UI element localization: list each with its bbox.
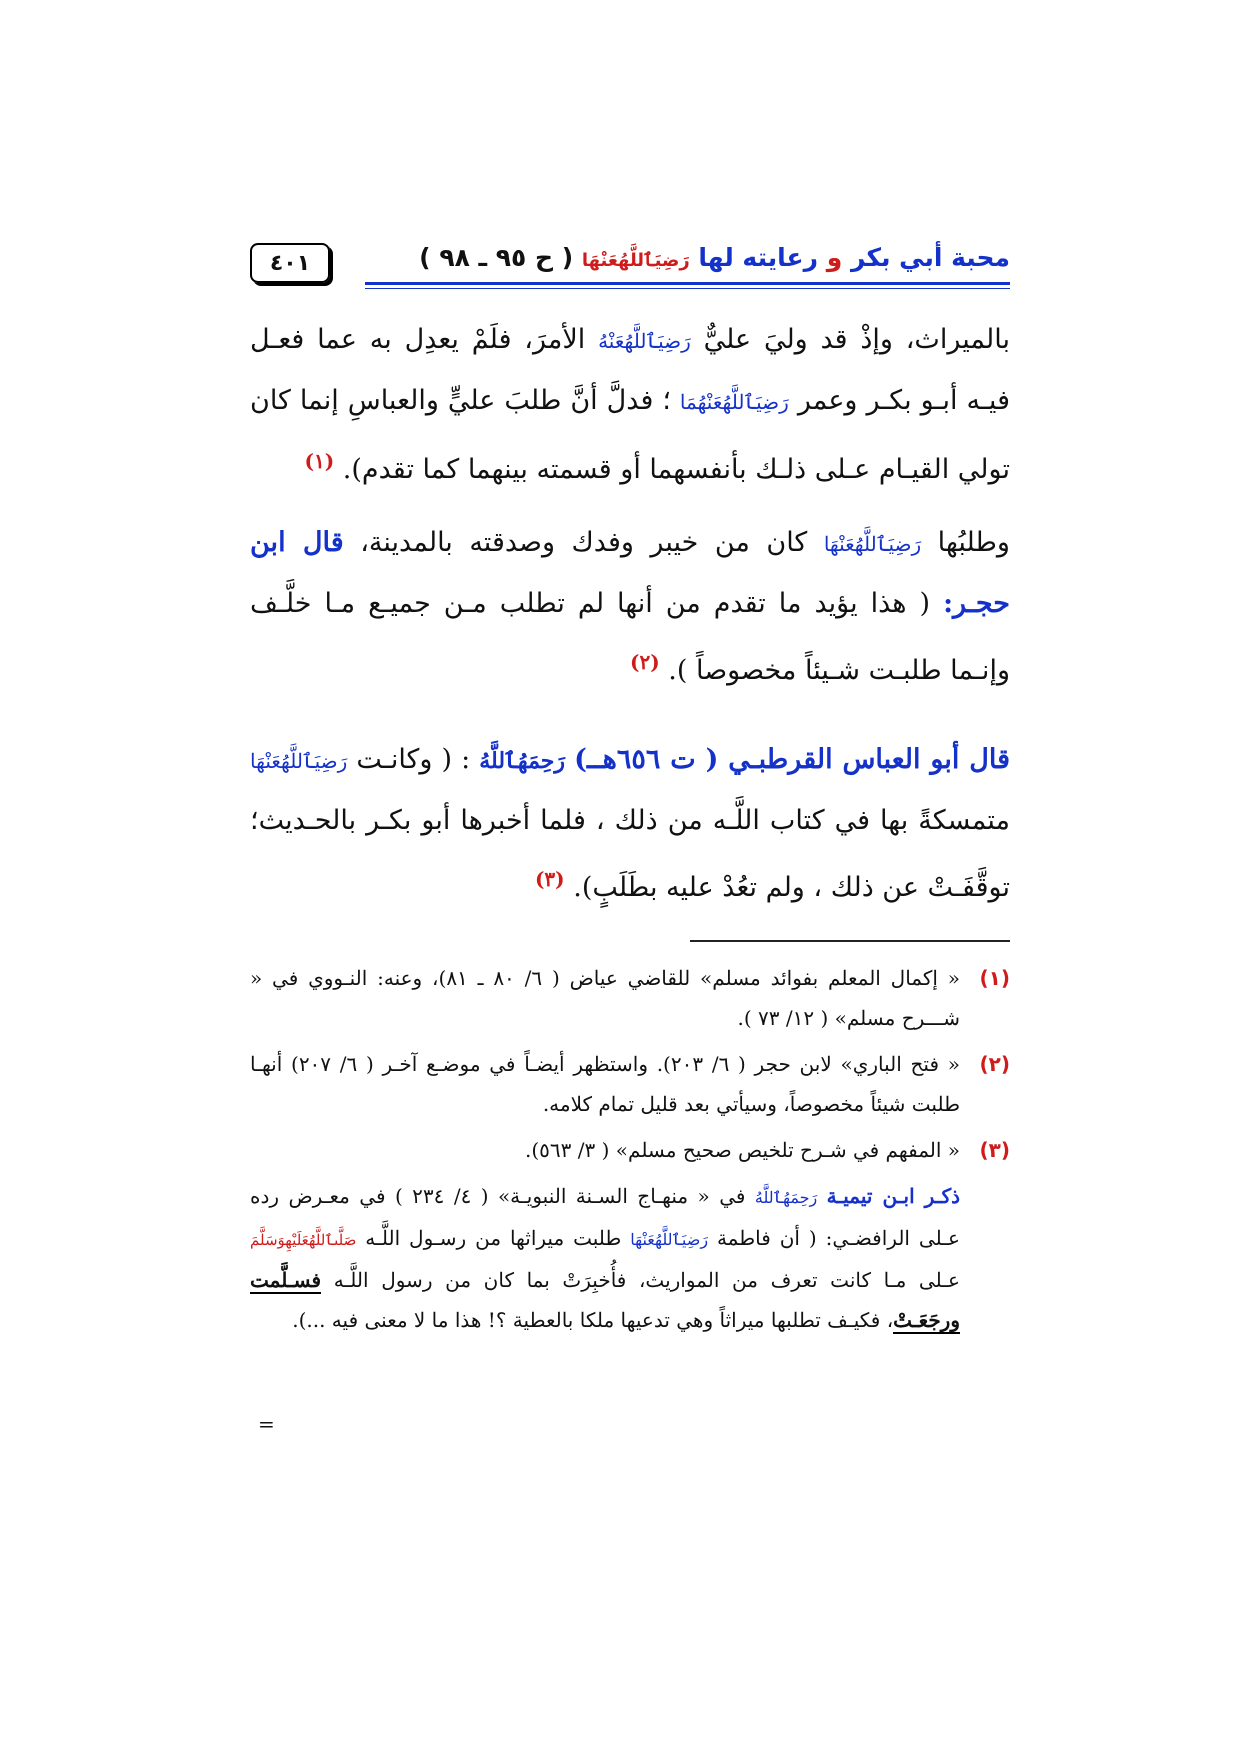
p3-speaker: قال أبو العباس القرطبـي ( ت ٦٥٦هــ) <box>574 744 1010 775</box>
p1-text-a: بالميراث، وإذْ قد وليَ عليٌّ <box>703 324 1010 355</box>
footnote-ref-1[interactable]: (١) <box>304 449 335 473</box>
page-number: ٤٠١ <box>269 250 311 276</box>
p3-text-b: : ( وكانـت <box>356 744 471 775</box>
title-part-4: ( ح ٩٥ ـ ٩٨ ) <box>419 243 574 272</box>
footnote-1 <box>250 958 1010 1038</box>
p2-speaker: قال ابن حجـر: <box>250 527 1010 619</box>
extra-speaker: ذكـر ابـن تيميـة <box>826 1184 961 1208</box>
extra-text-d: عـلى مـا كانت تعرف من المواريث، فأُخبِرَتْ بما كان من رسول اللَّـه <box>333 1268 960 1292</box>
honorific-rahimahullah-2: رَحِمَهُٱللَّهُ <box>754 1188 818 1207</box>
footnotes <box>250 958 1010 1340</box>
chapter-title <box>419 240 1010 279</box>
extra-text-c: طلبت ميراثها من رسـول اللَّـه <box>365 1226 622 1250</box>
paragraph-1 <box>250 310 1010 499</box>
title-part-3: رعايته لها <box>698 243 819 272</box>
p2-text-a: وطلبُها <box>937 527 1010 558</box>
title-part-1: محبة أبي بكر <box>851 243 1010 272</box>
continued-mark: = <box>258 1412 275 1436</box>
paragraph-2 <box>250 513 1010 700</box>
honorific-radia-anha: رَضِيَٱللَّهُعَنْهَا <box>823 532 922 556</box>
honorific-radia-anhuma: رَضِيَٱللَّهُعَنْهُمَا <box>679 390 789 414</box>
p2-text-b: كان من خيبر وفدك وصدقته بالمدينة، <box>360 527 808 558</box>
extra-text-b: في « منهـاج السـنة النبويـة» ( ٤/ ٢٣٤ ) في معـرض رده عـلى الرافضـي: ( أن فاطمة <box>250 1184 960 1250</box>
p3-text-c: متمسكةً بها في كتاب اللَّـه من ذلك ، فلما أخبرها أبو بكـر بالحـديث؛ توقَّفَـتْ عن ذلك ، ولم تعُدْ عليه بطَلَبٍ). <box>250 805 1010 903</box>
footnote-text: « المفهم في شـرح تلخيص صحيح مسلم» ( ٣/ ٥٦٣). <box>524 1138 960 1162</box>
honorific-radia-anha-2: رَضِيَٱللَّهُعَنْهَا <box>250 749 348 773</box>
honorific-radia-anha-3: رَضِيَٱللَّهُعَنْهَا <box>630 1230 709 1249</box>
paragraph-3 <box>250 730 1010 917</box>
honorific-salla: صَلَّىٱللَّهُعَلَيْهِوَسَلَّمَ <box>250 1231 357 1249</box>
p2-quote: ( هذا يؤيد ما تقدم من أنها لم تطلب مـن جميـع مـا خلَّـف وإنـما طلبـت شـيئاً مخصوصاً ). <box>250 588 1010 686</box>
title-honorific: رَضِيَٱللَّهُعَنْهَا <box>581 250 690 271</box>
footnote-ref-2[interactable]: (٢) <box>630 650 660 674</box>
extra-text-f: ، فكيـف تطلبها ميراثاً وهي تدعيها ملكا بالعطية ؟! هذا ما لا معنى فيه ...). <box>292 1308 894 1332</box>
page-header <box>250 240 1010 292</box>
page-number-box <box>250 243 330 283</box>
footnote-text: « فتح الباري» لابن حجر ( ٦/ ٢٠٣). واستظهر أيضـاً في موضـع آخـر ( ٦/ ٢٠٧) أنهـا طلبت شيئاً مخصوصاً، وسيأتي بعد قليل تمام كلامه. <box>250 1052 960 1116</box>
footnote-number: (٣) <box>979 1138 1010 1162</box>
footnote-3 <box>250 1130 1010 1170</box>
header-rule-thin <box>365 288 1010 289</box>
title-part-2: و <box>826 243 843 272</box>
footnote-text: « إكمال المعلم بفوائد مسلم» للقاضي عياض ( ٦/ ٨٠ ـ ٨١)، وعنه: النـووي في « شـــرح مسلم» ( ١٢/ ٧٣ ). <box>250 966 961 1030</box>
footnote-3-continuation <box>250 1176 1010 1340</box>
p1-text-b: الأمرَ، فلَمْ يعدِل به عما فعـل فيـه أبـو بكـر وعمر <box>250 324 1010 416</box>
footnote-ref-3[interactable]: (٣) <box>534 867 565 891</box>
extra-emphasis: فسـلَّمت ورجَعَـتْ <box>250 1268 960 1332</box>
footnote-separator <box>690 940 1010 942</box>
footnote-number: (٢) <box>979 1052 1010 1076</box>
p1-text-c: ؛ فدلَّ أنَّ طلبَ عليٍّ والعباسِ إنما كان تولي القيـام عـلى ذلـك بأنفسهما أو قسمته بينهما كما تقدم). <box>250 385 1010 485</box>
footnote-number: (١) <box>979 966 1010 990</box>
honorific-rahimahullah: رَحِمَهُٱللَّهُ <box>479 748 566 774</box>
footnote-2 <box>250 1044 1010 1124</box>
header-rule <box>365 282 1010 285</box>
honorific-radia-anhu: رَضِيَٱللَّهُعَنْهُ <box>598 329 691 353</box>
